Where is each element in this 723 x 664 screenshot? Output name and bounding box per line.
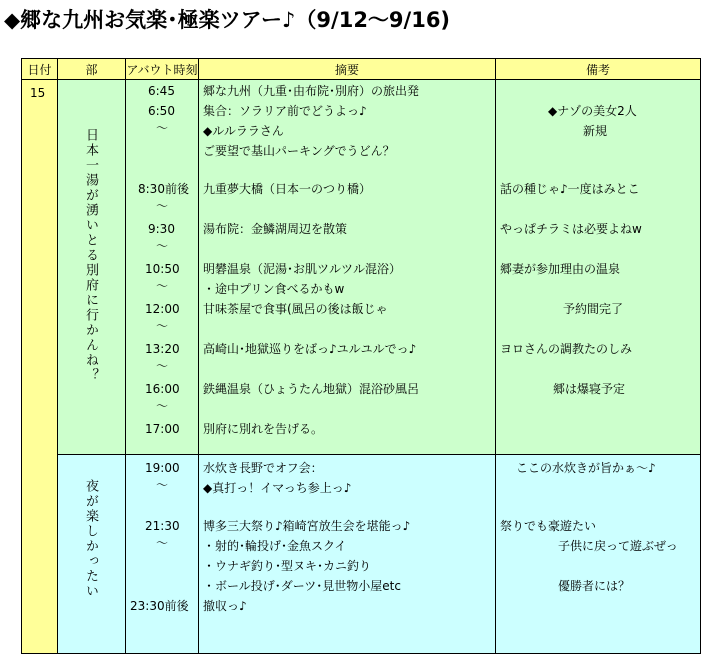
header-time: アバウト時刻	[125, 58, 199, 80]
time-item: 19:00	[145, 461, 180, 475]
summary-night-cell	[198, 454, 496, 654]
note-item: 郷は爆寝予定	[553, 382, 626, 396]
tilde: ～	[156, 536, 169, 550]
time-item: 23:30前後	[130, 599, 189, 613]
summary-item: ・途中プリン食べるかもw	[203, 282, 345, 296]
header-date: 日付	[21, 58, 58, 80]
note-item: ヨロさんの調教たのしみ	[500, 342, 633, 356]
note-item: 予約間完了	[563, 302, 624, 316]
note-item: 話の種じゃ♪一度はみとこ	[500, 182, 640, 196]
time-item: 16:00	[145, 382, 180, 396]
note-item: ここの水炊きが旨かぁ～♪	[516, 461, 656, 475]
summary-item: 水炊き長野でオフ会：	[203, 461, 323, 475]
summary-item: ◆真打っ！イマっち参上っ♪	[203, 481, 352, 495]
tilde: ～	[156, 319, 169, 333]
tilde: ～	[156, 199, 169, 213]
time-item: 13:20	[145, 342, 180, 356]
note-item: 新規	[583, 124, 608, 138]
summary-item: 郷な九州（九重･由布院･別府）の旅出発	[203, 84, 420, 98]
note-item: 優勝者には？	[558, 579, 631, 593]
part-night-label: 夜が楽しかったい	[83, 479, 98, 599]
time-item: 10:50	[145, 262, 180, 276]
time-day-cell	[125, 79, 199, 455]
summary-item: ◆ルルララさん	[203, 124, 284, 138]
tilde: ～	[156, 239, 169, 253]
part-day-label: 日本一湯が湧いとる別府に行かんね？	[83, 128, 98, 383]
time-item: 9:30	[148, 222, 175, 236]
tilde: ～	[156, 279, 169, 293]
note-item: ◆ナゾの美女2人	[548, 104, 637, 118]
summary-item: ・ボール投げ･ダーツ･見世物小屋etc	[203, 579, 401, 593]
tilde: ～	[156, 359, 169, 373]
note-item: 子供に戻って遊ぶぜっ	[558, 539, 678, 553]
summary-item: 集合：ソラリア前でどうよっ♪	[203, 104, 367, 118]
schedule-table	[21, 58, 701, 654]
summary-item: ご要望で基山パーキングでうどん？	[203, 144, 395, 158]
summary-day-cell	[198, 79, 496, 455]
tilde: ～	[156, 121, 169, 135]
header-part: 部	[57, 58, 126, 80]
notes-day-cell	[495, 79, 701, 455]
summary-item: 甘味茶屋で食事(風呂の後は飯じゃ	[203, 302, 388, 316]
time-item: 21:30	[145, 519, 180, 533]
summary-item: 博多三大祭り♪箱崎宮放生会を堪能っ♪	[203, 519, 411, 533]
summary-item: 別府に別れを告げる。	[203, 422, 324, 436]
tilde: ～	[156, 478, 169, 492]
day-number: 15	[30, 86, 46, 100]
summary-item: 九重夢大橋（日本一のつり橋）	[203, 182, 372, 196]
time-item: 6:45	[148, 84, 175, 98]
time-item: 17:00	[145, 422, 180, 436]
time-item: 8:30前後	[138, 182, 189, 196]
summary-item: ・ウナギ釣り･型ヌキ･カニ釣り	[203, 559, 372, 573]
time-item: 12:00	[145, 302, 180, 316]
notes-night-cell	[495, 454, 701, 654]
part-night-cell	[57, 454, 126, 654]
header-notes: 備考	[495, 58, 701, 80]
summary-item: 明礬温泉（泥湯･お肌ツルツル混浴）	[203, 262, 402, 276]
header-summary: 摘要	[198, 58, 496, 80]
summary-item: 湯布院：金鱗湖周辺を散策	[203, 222, 348, 236]
time-night-cell	[125, 454, 199, 654]
date-column	[21, 79, 58, 654]
time-item: 6:50	[148, 104, 175, 118]
part-day-cell	[57, 79, 126, 455]
summary-item: 撤収っ♪	[203, 599, 247, 613]
summary-item: 鉄縄温泉（ひょうたん地獄）混浴砂風呂	[203, 382, 420, 396]
summary-item: ・射的･輪投げ･金魚スクイ	[203, 539, 347, 553]
tilde: ～	[156, 399, 169, 413]
note-item: 郷妻が参加理由の温泉	[500, 262, 621, 276]
page-title: ◆郷な九州お気楽･極楽ツアー♪（9/12～9/16)	[4, 8, 451, 32]
note-item: 祭りでも豪遊たい	[500, 519, 597, 533]
note-item: やっぱチラミは必要よねw	[500, 222, 642, 236]
summary-item: 高崎山･地獄巡りをばっ♪ユルユルでっ♪	[203, 342, 417, 356]
